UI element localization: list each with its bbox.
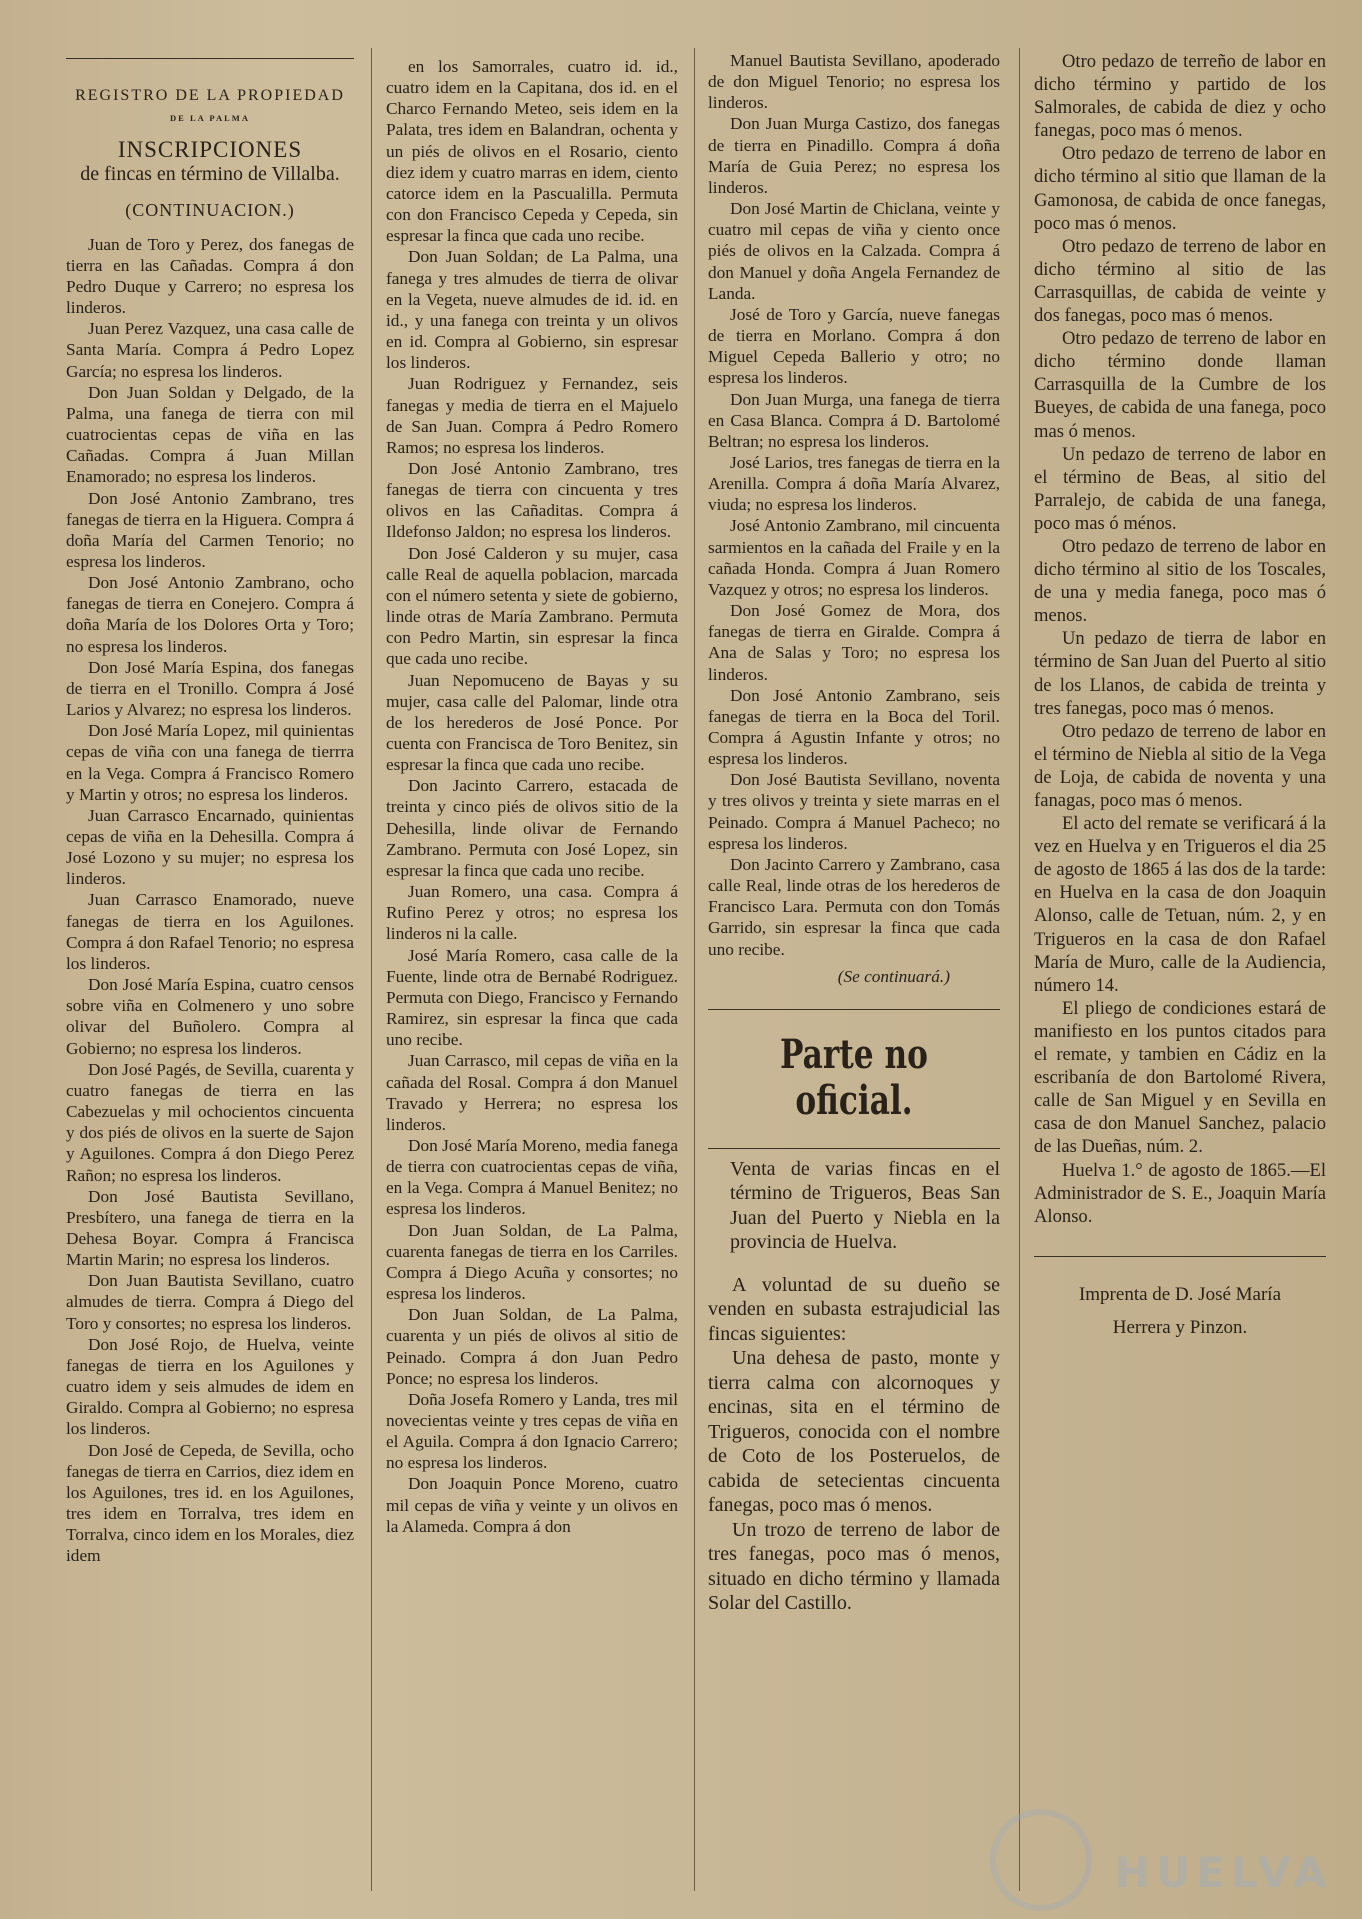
archive-watermark: HUELVA [1114,1848,1332,1897]
section-rule [708,1148,1000,1149]
entry-paragraph: Don Jacinto Carrero, estacada de treinta y cinco piés de olivos sitio de la Dehesilla, linde olivar de Fernando Zambrano. Permuta con José Lopez, sin espresar la finca que cada uno recibe. [386,776,678,880]
entry-paragraph: José Larios, tres fanegas de tierra en la Arenilla. Compra á doña María Alvarez, viuda; no espresa los linderos. [708,452,1000,515]
section-title: INSCRIPCIONES [117,137,303,163]
entry-paragraph: Juan de Toro y Perez, dos fanegas de tierra en las Cañadas. Compra á don Pedro Duque y Carrero; no espresa los linderos. [66,234,354,318]
entry-paragraph: José María Romero, casa calle de la Fuente, linde otra de Bernabé Rodriguez. Permuta con Diego, Francisco y Fernando Ramirez, sin espresar la finca que cada uno recibe. [386,945,678,1050]
entry-paragraph: Otro pedazo de terreno de labor en dicho término al sitio de las Carrasquillas, de cabida de veinte y dos fanegas, poco mas ó menos. [1034,235,1326,327]
entry-paragraph: Don José de Cepeda, de Sevilla, ocho fanegas de tierra en Carrios, diez idem en los Aguilones, tres id. en los Aguilones, tres idem en Torralva, tres idem en Torralva, cinco idem en los Morales, diez idem [66,1440,354,1566]
printer-line-1: Imprenta de D. José María [1078,1283,1282,1305]
printer-line-2: Herrera y Pinzon. [1112,1316,1248,1338]
entries-list [386,56,678,1537]
entry-paragraph: Don José María Lopez, mil quinientas cepas de viña con una fanega de tierrra en la Vega. Compra á Francisco Romero y Martin y otros; no espresa los linderos. [66,721,354,804]
entries-list [66,234,354,1567]
ad-paragraphs [708,1273,1000,1616]
column-separator [371,48,372,1891]
entry-paragraph: Don José Antonio Zambrano, ocho fanegas de tierra en Conejero. Compra á doña María de los Dolores Orta y Toro; no espresa los linderos. [66,573,354,656]
entry-paragraph: Juan Carrasco Enamorado, nueve fanegas de tierra en los Aguilones. Compra á don Rafael Tenorio; no espresa los linderos. [66,890,354,973]
entry-paragraph: Don José Antonio Zambrano, tres fanegas de tierra en la Higuera. Compra á doña María del Carmen Tenorio; no espresa los linderos. [66,488,354,571]
entry-paragraph: A voluntad de su dueño se venden en subasta estrajudicial las fincas siguientes: [708,1273,1000,1345]
entry-paragraph: Otro pedazo de terreno de labor en dicho término al sitio que llaman de la Gamonosa, de cabida de once fanegas, poco mas ó menos. [1034,143,1326,234]
ad-continuation [1034,50,1326,1228]
column-3 [708,50,1000,1889]
entry-paragraph: Don José María Moreno, media fanega de tierra con cuatrocientas cepas de viña, en la Vega. Compra á Manuel Benitez; no espresa los linderos. [386,1135,678,1219]
column-4 [1034,50,1326,1889]
archive-logo-icon [990,1809,1092,1911]
entry-paragraph: Don José Rojo, de Huelva, veinte fanegas de tierra en los Aguilones y cuatro idem y seis almudes de idem en Giraldo. Compra al Gobierno; no espresa los linderos. [66,1334,354,1439]
entry-paragraph: Don José María Espina, dos fanegas de tierra en el Tronillo. Compra á José Larios y Alvarez; no espresa los linderos. [66,657,354,720]
entry-paragraph: Un pedazo de tierra de labor en término de San Juan del Puerto al sitio de los Llanos, de cabida de treinta y tres fanegas, poco mas ó menos. [1034,628,1326,719]
entry-paragraph: Don José Pagés, de Sevilla, cuarenta y cuatro fanegas de tierra en las Cabezuelas y mil ochocientos cincuenta y dos piés de olivos en la suerte de Sajon y Aguilones. Compra á don Diego Perez Rañon; no espresa los linderos. [66,1059,354,1185]
entry-paragraph: en los Samorrales, cuatro id. id., cuatro idem en la Capitana, dos id. en el Charco Fernando Meteo, seis idem en la Palata, tres idem en Balandran, ochenta y un piés de olivos en el Rosario, ciento diez idem y cuatro marras en idem, ciento catorce idem en la Pascualilla. Permuta con don Francisco Cepeda y Cepeda, sin espresar la finca que cada uno recibe. [386,57,678,246]
entry-paragraph: El acto del remate se verificará á la vez en Huelva y en Trigueros el dia 25 de agosto de 1865 á las dos de la tarde: en Huelva en la casa de don Joaquin Alonso, calle de Tetuan, núm. 2, y en Trigueros en la casa de don Rafael María de Muro, calle de la Audiencia, número 14. [1034,813,1326,996]
entry-paragraph: Otro pedazo de terreno de labor en el término de Niebla al sitio de la Vega de Loja, de cabida de noventa y una fanagas, poco mas ó menos. [1034,720,1326,811]
entry-paragraph: Juan Romero, una casa. Compra á Rufino Perez y otros; no espresa los linderos ni la calle. [386,882,678,944]
entry-paragraph: Don Joaquin Ponce Moreno, cuatro mil cepas de viña y veinte y un olivos en la Alameda. Compra á don [386,1474,678,1536]
entry-paragraph: Don José María Espina, cuatro censos sobre viña en Colmenero y uno sobre olivar del Buñolero. Compra al Gobierno; no espresa los linderos. [66,975,354,1058]
entry-paragraph: Un pedazo de terreno de labor en el término de Beas, al sitio del Parralejo, de cabida de una fanega, poco mas ó ménos. [1034,443,1326,534]
entry-paragraph: Manuel Bautista Sevillano, apoderado de don Miguel Tenorio; no espresa los linderos. [708,51,1000,113]
footer-rule [1034,1256,1326,1257]
entry-paragraph: Don José Calderon y su mujer, casa calle Real de aquella poblacion, marcada con el número setenta y siete de gobierno, linde otras de María Zambrano. Permuta con Pedro Martin, sin espresar la finca que cada uno recibe. [386,543,678,669]
continuation-label: (CONTINUACION.) [125,200,295,221]
entry-paragraph: Otro pedazo de terreno de labor en dicho término donde llaman Carrasquilla de la Cumbre de los Bueyes, de cabida de una fanega, poco mas ó menos. [1034,328,1326,442]
entry-paragraph: Otro pedazo de terreno de labor en dicho término al sitio de los Toscales, de una y media fanega, poco mas ó menos. [1034,535,1326,627]
entry-paragraph: Doña Josefa Romero y Landa, tres mil novecientas veinte y tres cepas de viña en el Aguila. Compra á don Ignacio Carrero; no espresa los linderos. [386,1389,678,1473]
entry-paragraph: Juan Carrasco Encarnado, quinientas cepas de viña en la Dehesilla. Compra á José Lozono y su mujer; no espresa los linderos. [66,805,354,889]
entry-paragraph: Don José Antonio Zambrano, tres fanegas de tierra con cincuenta y tres olivos en las Cañaditas. Compra á Ildefonso Jaldon; no espresa los linderos. [386,458,678,542]
entry-paragraph: El pliego de condiciones estará de manifiesto en los puntos citados para el remate, y tambien en Cádiz en la escribanía de don Bartolomé Rivera, calle de San Miguel y en Sevilla en casa de don Manuel Sanchez, palacio de las Dueñas, núm. 2. [1034,997,1326,1158]
column-separator [694,48,695,1891]
entry-paragraph: Don José Gomez de Mora, dos fanegas de tierra en Giralde. Compra á Ana de Salas y Toro; no espresa los linderos. [708,601,1000,684]
entry-paragraph: Huelva 1.° de agosto de 1865.—El Administrador de S. E., Joaquin María Alonso. [1034,1159,1326,1227]
entry-paragraph: Don José Bautista Sevillano, Presbítero, una fanega de tierra en la Dehesa Boyar. Compra á Francisca Martin Marin; no espresa los linderos. [66,1186,354,1270]
entry-paragraph: Otro pedazo de terreño de labor en dicho término y partido de los Salmorales, de cabida de diez y ocho fanegas, poco mas ó menos. [1034,51,1326,142]
entry-paragraph: José Antonio Zambrano, mil cincuenta sarmientos en la cañada del Fraile y en la cañada Honda. Compra á Juan Romero Vazquez y otros; no espresa los linderos. [708,516,1000,599]
entry-paragraph: Don José Martin de Chiclana, veinte y cuatro mil cepas de viña y ciento once piés de olivos en la Calzada. Compra á don Manuel y doña Angela Fernandez de Landa. [708,199,1000,303]
entry-paragraph: Don José Antonio Zambrano, seis fanegas de tierra en la Boca del Toril. Compra á Agustin Infante y otros; no espresa los linderos. [708,685,1000,769]
section-rule [708,1009,1000,1010]
entry-paragraph: Don Juan Murga Castizo, dos fanegas de tierra en Pinadillo. Compra á doña María de Guia Perez; no espresa los linderos. [708,114,1000,197]
entry-paragraph: José de Toro y García, nueve fanegas de tierra en Morlano. Compra á don Miguel Cepeda Ballerio y otro; no espresa los linderos. [708,304,1000,388]
column-1 [66,52,354,1889]
entry-paragraph: Don Juan Soldan; de La Palma, una fanega y tres almudes de tierra de olivar en la Vegeta, nueve almudes de id. id. en id., y una fanega con treinta y un olivos en id. Compra al Gobierno, sin espresar los linderos. [386,247,678,373]
entry-paragraph: Don Juan Soldan, de La Palma, cuarenta y un piés de olivos al sitio de Peinado. Compra á don Juan Pedro Ponce; no espresa los linderos. [386,1305,678,1388]
entry-paragraph: Una dehesa de pasto, monte y tierra calma con alcornoques y encinas, sita en el término de Trigueros, conocida con el nombre de Coto de los Posteruelos, de cabida de setecientas cincuenta fanegas, poco mas ó menos. [708,1347,1000,1517]
entry-paragraph: Juan Rodriguez y Fernandez, seis fanegas y media de tierra en el Majuelo de San Juan. Compra á Pedro Romero Ramos; no espresa los linderos. [386,374,678,457]
section-subtitle: de fincas en término de Villalba. [80,163,340,186]
parte-no-oficial-title: Parte no oficial. [780,1030,928,1124]
entry-paragraph: Don Juan Soldan y Delgado, de la Palma, una fanega de tierra con mil cuatrocientas cepas de viña en las Cañadas. Compra á Juan Millan Enamorado; no espresa los linderos. [66,382,354,487]
ad-title: Venta de varias fincas en el término de Trigueros, Beas San Juan del Puerto y Niebla en la provincia de Huelva. [730,1157,1000,1254]
entry-paragraph: Don Juan Soldan, de La Palma, cuarenta fanegas de tierra en los Carriles. Compra á Diego Acuña y consortes; no espresa los linderos. [386,1220,678,1304]
entry-paragraph: Don Juan Murga, una fanega de tierra en Casa Blanca. Compra á D. Bartolomé Beltran; no espresa los linderos. [708,389,1000,451]
top-rule [66,58,354,59]
registry-title: REGISTRO DE LA PROPIEDAD [75,87,345,104]
column-2 [386,56,678,1889]
entry-paragraph: Don Jacinto Carrero y Zambrano, casa calle Real, linde otras de los herederos de Francisco Lara. Permuta con don Tomás Garrido, sin espresar la finca que cada uno recibe. [708,854,1000,959]
registry-subtitle: DE LA PALMA [170,113,250,124]
to-be-continued: (Se continuará.) [837,966,950,986]
column-separator [1019,48,1020,1891]
entries-list [708,50,1000,960]
entry-paragraph: Juan Nepomuceno de Bayas y su mujer, casa calle del Palomar, linde otra de los herederos de José Ponce. Por cuenta con Francisca de Toro Benitez, sin espresar la finca que cada uno recibe. [386,670,678,775]
entry-paragraph: Don Juan Bautista Sevillano, cuatro almudes de tierra. Compra á Diego del Toro y consortes; no espresa los linderos. [66,1271,354,1333]
entry-paragraph: Un trozo de terreno de labor de tres fanegas, poco mas ó menos, situado en dicho término y llamada Solar del Castillo. [708,1518,1000,1615]
entry-paragraph: Juan Carrasco, mil cepas de viña en la cañada del Rosal. Compra á don Manuel Travado y Herrera; no espresa los linderos. [386,1051,678,1134]
entry-paragraph: Juan Perez Vazquez, una casa calle de Santa María. Compra á Pedro Lopez García; no espresa los linderos. [66,319,354,381]
entry-paragraph: Don José Bautista Sevillano, noventa y tres olivos y treinta y siete marras en el Peinado. Compra á Manuel Pacheco; no espresa los linderos. [708,770,1000,853]
